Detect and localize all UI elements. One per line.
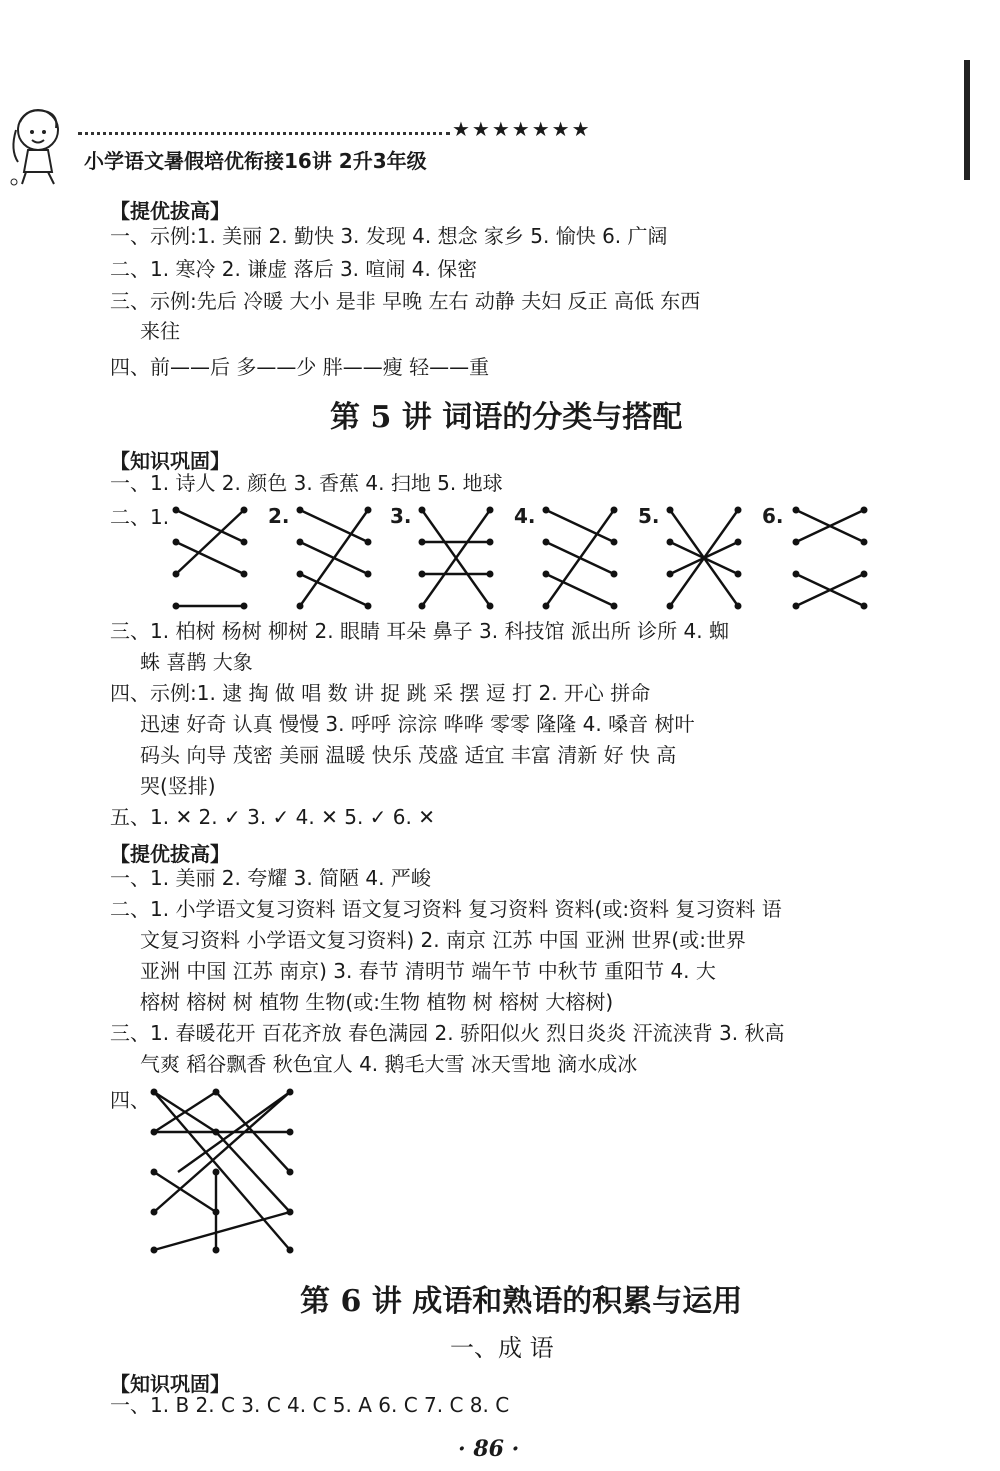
matching-diagram-2 [292,500,382,620]
margin-rule [964,60,970,180]
question-label: 2. [268,504,290,528]
answer-line: 来往 [140,319,180,343]
question-label: 二、1. [110,505,170,529]
answer-line: 一、1. 美丽 2. 夸耀 3. 简陋 4. 严峻 [110,866,431,890]
answer-line: 四、示例:1. 逮 掏 做 唱 数 讲 捉 跳 采 摆 逗 打 2. 开心 拼命 [110,681,651,705]
header-stars: ★★★★★★★ [452,117,592,141]
matching-diagram-5 [662,500,752,620]
answer-line: 一、1. B 2. C 3. C 4. C 5. A 6. C 7. C 8. C [110,1393,510,1417]
section-heading: 【知识巩固】 [110,1372,230,1396]
answer-line: 一、1. 诗人 2. 颜色 3. 香蕉 4. 扫地 5. 地球 [110,471,503,495]
question-label: 6. [762,504,784,528]
question-label: 3. [390,504,412,528]
answer-line: 四、前——后 多——少 胖——瘦 轻——重 [110,355,490,379]
question-label: 四、 [110,1088,150,1112]
section-heading: 【提优拔高】 [110,842,230,866]
answer-line: 码头 向导 茂密 美丽 温暖 快乐 茂盛 适宜 丰富 清新 好 快 高 [140,743,677,767]
matching-diagram-1 [168,500,258,620]
matching-diagram-large [140,1080,310,1270]
answer-line: 榕树 榕树 树 植物 生物(或:生物 植物 树 榕树 大榕树) [140,990,614,1014]
answer-line: 一、示例:1. 美丽 2. 勤快 3. 发现 4. 想念 家乡 5. 愉快 6. 广阔 [110,224,668,248]
question-label: 5. [638,504,660,528]
book-title: 小学语文暑假培优衔接16讲 2升3年级 [84,149,427,173]
answer-line: 亚洲 中国 江苏 南京) 3. 春节 清明节 端午节 中秋节 重阳节 4. 大 [140,959,716,983]
matching-diagram-4 [538,500,628,620]
section-heading: 【提优拔高】 [110,199,230,223]
answer-line: 三、示例:先后 冷暖 大小 是非 早晚 左右 动静 夫妇 反正 高低 东西 [110,289,701,313]
answer-line: 哭(竖排) [140,774,216,798]
subsection-title: 一、成 语 [450,1334,554,1362]
answer-line: 三、1. 春暖花开 百花齐放 春色满园 2. 骄阳似火 烈日炎炎 汗流浃背 3. 秋高 [110,1021,785,1045]
page-number: · 86 · [458,1436,520,1462]
answer-line: 三、1. 柏树 杨树 柳树 2. 眼睛 耳朵 鼻子 3. 科技馆 派出所 诊所 4. 蜘 [110,619,729,643]
answer-line: 气爽 稻谷飘香 秋色宜人 4. 鹅毛大雪 冰天雪地 滴水成冰 [140,1052,638,1076]
answer-line: 二、1. 寒冷 2. 谦虚 落后 3. 喧闹 4. 保密 [110,257,478,281]
answer-line: 五、1. ✕ 2. ✓ 3. ✓ 4. ✕ 5. ✓ 6. ✕ [110,805,435,829]
answer-line: 文复习资料 小学语文复习资料) 2. 南京 江苏 中国 亚洲 世界(或:世界 [140,928,746,952]
matching-diagram-6 [788,500,878,620]
lesson-title: 第 6 讲 成语和熟语的积累与运用 [300,1284,743,1319]
answer-line: 蛛 喜鹊 大象 [140,650,253,674]
dotted-rule [78,132,450,135]
section-heading: 【知识巩固】 [110,449,230,473]
matching-diagram-3 [414,500,504,620]
answer-line: 二、1. 小学语文复习资料 语文复习资料 复习资料 资料(或:资料 复习资料 语 [110,897,782,921]
mascot-icon [8,100,78,190]
lesson-title: 第 5 讲 词语的分类与搭配 [330,400,683,435]
answer-line: 迅速 好奇 认真 慢慢 3. 呼呼 淙淙 哗哗 零零 隆隆 4. 嗓音 树叶 [140,712,695,736]
question-label: 4. [514,504,536,528]
